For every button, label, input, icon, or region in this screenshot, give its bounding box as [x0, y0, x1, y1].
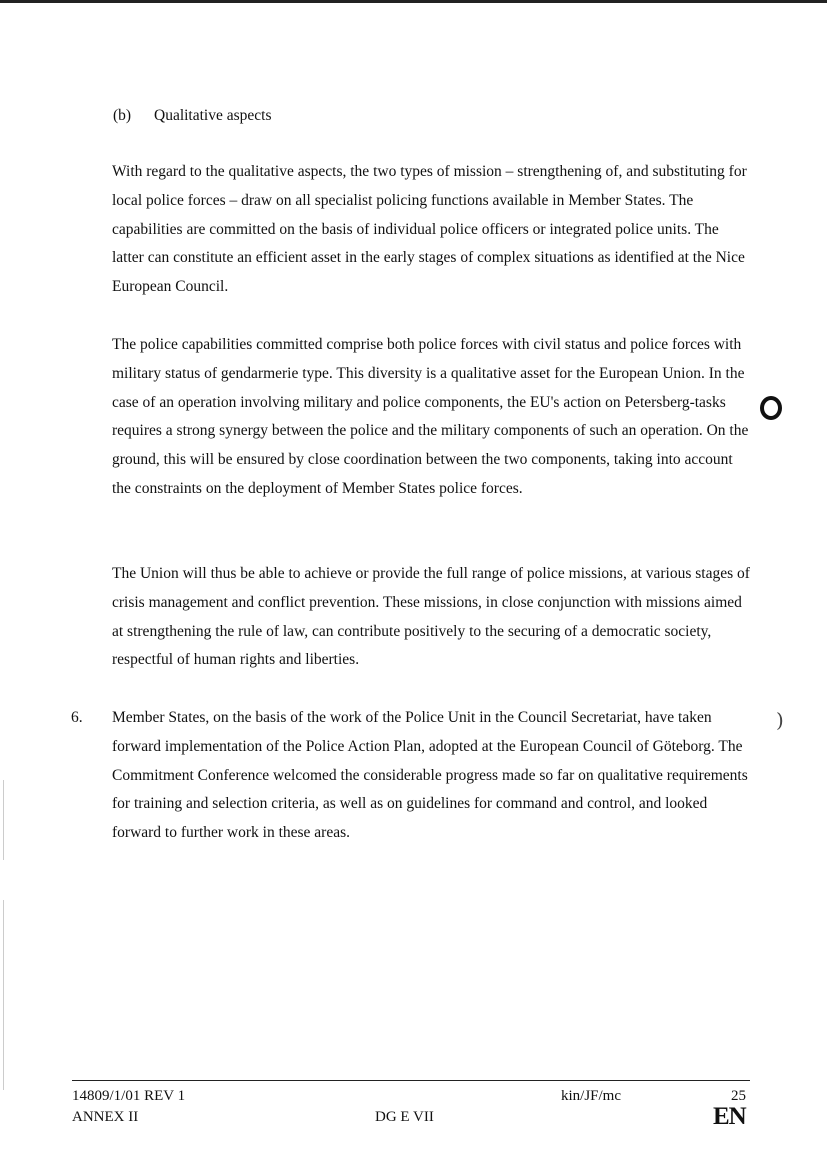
item-number: 6.	[71, 709, 83, 726]
footer-language-code: EN	[713, 1103, 746, 1130]
paragraph-union-missions: The Union will thus be able to achieve or provide the full range of police missions, at various stages of crisis management and conflict prevention. These missions, in close conjunction with missions aimed at strengthening the rule of law, can contribute positively to the securing of a democratic society, respectful of human rights and liberties.	[112, 565, 750, 669]
footer-rule	[72, 1080, 750, 1081]
scan-margin-line	[3, 900, 4, 1090]
paragraph-item-6: Member States, on the basis of the work of the Police Unit in the Council Secretariat, have taken forward implementation of the Police Action Plan, adopted at the European Council of Göteborg. The Commitment Conference welcomed the considerable progress made so far on qualitative requirements for training and selection criteria, as well as on guidelines for command and control, and looked forward to further work in these areas.	[112, 709, 748, 842]
footer-doc-ref: 14809/1/01 REV 1	[72, 1088, 186, 1104]
footer-page-number: 25	[731, 1088, 746, 1104]
paragraph-capabilities: The police capabilities committed comprise both police forces with civil status and police forces with military status of gendarmerie type. This diversity is a qualitative asset for the European Union. In the case of an operation involving military and police components, the EU's action on Petersberg-tasks requires a strong synergy between the police and the military components of such an operation. On the ground, this will be ensured by close coordination between the two components, taking into account the constraints on the deployment of Member States police forces.	[112, 336, 749, 497]
footer-dg: DG E VII	[375, 1109, 434, 1125]
top-border	[0, 0, 827, 3]
paragraph-qualitative: With regard to the qualitative aspects, the two types of mission – strengthening of, and substituting for local police forces – draw on all specialist policing functions available in Member States. The capabilities are committed on the basis of individual police officers or integrated police units. The latter can constitute an efficient asset in the early stages of complex situations as identified at the Nice European Council.	[112, 163, 747, 296]
footer-annex: ANNEX II	[72, 1109, 139, 1125]
paren-mark-icon: )	[776, 708, 784, 732]
section-heading	[113, 106, 272, 126]
section-label: (b)	[113, 107, 132, 124]
circle-mark-icon	[760, 396, 782, 420]
footer-initials: kin/JF/mc	[561, 1088, 622, 1104]
scan-margin-line	[3, 780, 4, 860]
section-title: Qualitative aspects	[154, 107, 272, 124]
